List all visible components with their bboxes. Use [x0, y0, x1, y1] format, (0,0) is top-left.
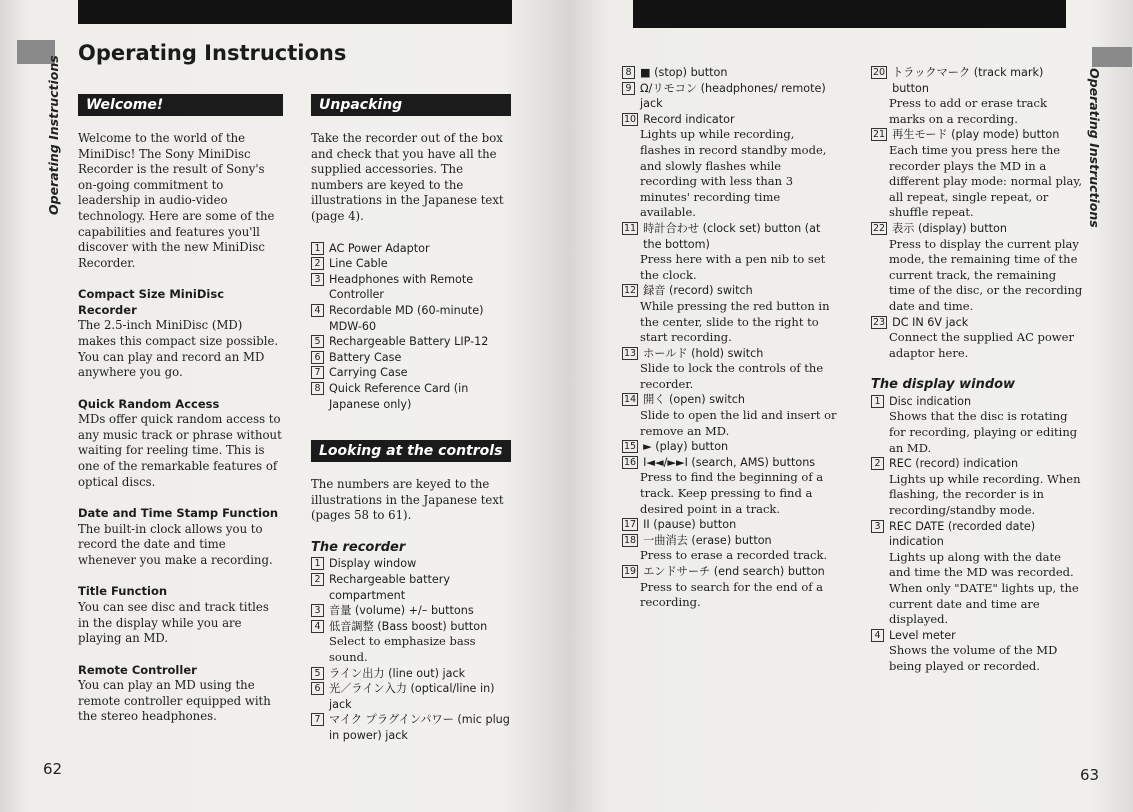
- item-number: 13: [624, 347, 637, 359]
- item-description: Lights up along with the date and time the MD was recorded. When only "DATE" lights up, the current date and time are displayed.: [889, 549, 1079, 627]
- item-number: 19: [624, 566, 637, 577]
- accessory-item: [311, 350, 511, 366]
- item-number: 3: [311, 273, 324, 286]
- control-item: [871, 221, 1083, 237]
- item-description: Lights up while recording, flashes in record standby mode, and slowly flashes while recording with less than 3 minutes' recording time available.: [640, 127, 827, 220]
- item-label: REC DATE (recorded date) indication: [889, 519, 1036, 549]
- item-label: 再生モード (play mode) button: [892, 128, 1060, 142]
- feature-heading: Quick Random Access: [78, 396, 220, 411]
- item-label: Carrying Case: [329, 366, 408, 380]
- item-label: Disc indication: [889, 394, 972, 408]
- item-number: 2: [871, 457, 884, 470]
- feature-section: [78, 287, 283, 380]
- item-number: 6: [311, 351, 324, 364]
- item-description: Lights up while recording. When flashing, the recorder is in recording/standby mode.: [889, 471, 1081, 518]
- item-number: 7: [311, 713, 324, 726]
- item-number: 20: [873, 67, 886, 78]
- page-title: Operating Instructions: [78, 41, 347, 65]
- feature-section: [78, 506, 283, 568]
- item-number: 14: [624, 394, 637, 406]
- item-label: I◄◄/►►I (search, AMS) buttons: [643, 455, 816, 469]
- feature-text: The 2.5-inch MiniDisc (MD) makes this compact size possible. You can play and record an MD anywhere you go.: [78, 318, 279, 380]
- item-number: 2: [311, 573, 324, 586]
- item-label: Rechargeable battery compartment: [329, 573, 450, 602]
- welcome-banner: Welcome!: [78, 94, 283, 116]
- section-tab: [1092, 47, 1132, 67]
- accessory-item: [311, 241, 511, 257]
- item-number: 7: [311, 366, 324, 379]
- right-page: [568, 0, 1133, 812]
- control-item: [622, 112, 837, 128]
- control-item: [311, 572, 511, 603]
- item-label: ライン出力 (line out) jack: [329, 666, 466, 680]
- item-number: 23: [873, 316, 886, 328]
- item-description: Slide to open the lid and insert or remove an MD.: [640, 408, 837, 438]
- welcome-intro: Welcome to the world of the MiniDisc! The Sony MiniDisc Recorder is the result of Sony's on-going commitment to leadership in audio-video technology. Here are some of the capabilities and features you'll discover with the new MiniDisc Recorder.: [78, 131, 275, 270]
- control-item: [311, 556, 511, 572]
- control-item: [871, 65, 1083, 96]
- control-item: [311, 603, 511, 619]
- item-number: 17: [624, 519, 637, 531]
- item-description: Each time you press here the recorder plays the MD in a different play mode: normal play, all repeat, single repeat, or shuffle repeat.: [889, 142, 1083, 220]
- accessory-item: [311, 334, 511, 350]
- control-item: [622, 517, 837, 533]
- display-window-heading: The display window: [871, 377, 1016, 393]
- welcome-column: [78, 94, 283, 725]
- feature-heading: Title Function: [78, 584, 168, 599]
- item-description: While pressing the red button in the center, slide to the right to start recording.: [640, 298, 830, 345]
- item-label: Battery Case: [329, 350, 402, 364]
- item-label: Recordable MD (60-minute) MDW-60: [329, 303, 484, 333]
- item-description: Select to emphasize bass sound.: [329, 634, 476, 665]
- item-number: 1: [311, 557, 324, 570]
- control-item: [622, 564, 837, 580]
- accessory-item: [311, 303, 511, 334]
- unpacking-text: Take the recorder out of the box and check that you have all the supplied accessories. The numbers are keyed to the illustrations in the Japanese text (page 4).: [311, 131, 504, 223]
- control-item: [622, 533, 837, 549]
- item-number: 12: [624, 285, 637, 297]
- control-item: [622, 221, 837, 252]
- item-label: Line Cable: [329, 257, 388, 271]
- item-label: Quick Reference Card (in Japanese only): [329, 381, 469, 411]
- item-description: Press to search for the end of a recording.: [640, 579, 824, 610]
- item-number: 16: [624, 456, 637, 468]
- item-description: Shows that the disc is rotating for recording, playing or editing an MD.: [889, 409, 1078, 455]
- item-number: 2: [311, 257, 324, 270]
- feature-text: MDs offer quick random access to any music track or phrase without waiting for reeling time. This is one of the remarkable features of optical discs.: [78, 412, 282, 489]
- item-label: 光／ライン入力 (optical/line in) jack: [329, 682, 495, 711]
- item-description: Shows the volume of the MD being played or recorded.: [889, 643, 1058, 673]
- item-number: 18: [624, 534, 637, 546]
- display-item: [871, 628, 1083, 644]
- item-number: 4: [871, 629, 884, 642]
- page-number: 62: [43, 760, 63, 778]
- side-label: Operating Instructions: [46, 55, 61, 215]
- recorder-heading: The recorder: [311, 539, 406, 555]
- control-item: [311, 712, 511, 743]
- item-number: 22: [873, 222, 886, 234]
- control-item: [311, 666, 511, 682]
- item-label: Level meter: [889, 628, 956, 642]
- item-number: 3: [871, 520, 884, 533]
- item-description: Press here with a pen nib to set the clock.: [640, 252, 826, 282]
- item-number: 15: [624, 441, 637, 453]
- item-label: ■ (stop) button: [640, 66, 728, 79]
- feature-heading: Date and Time Stamp Function: [78, 506, 279, 521]
- item-label: 表示 (display) button: [892, 221, 1007, 235]
- item-number: 3: [311, 604, 324, 617]
- control-item: [311, 619, 511, 635]
- item-label: Ω/リモコン (headphones/ remote) jack: [640, 81, 826, 111]
- accessory-list: [311, 241, 511, 413]
- item-label: ► (play) button: [643, 440, 729, 454]
- item-label: ホールド (hold) switch: [643, 346, 764, 360]
- unpacking-banner: Unpacking: [311, 94, 511, 116]
- item-number: 21: [873, 129, 886, 141]
- top-bar: [78, 0, 512, 24]
- item-number: 10: [624, 113, 637, 125]
- control-list: [311, 556, 511, 743]
- top-bar: [633, 0, 1066, 28]
- feature-heading: Remote Controller: [78, 662, 197, 677]
- item-label: 一曲消去 (erase) button: [643, 533, 772, 547]
- item-label: II (pause) button: [643, 518, 737, 532]
- accessory-item: [311, 272, 511, 303]
- feature-text: You can see disc and track titles in the display while you are playing an MD.: [78, 599, 269, 646]
- item-label: DC IN 6V jack: [892, 315, 969, 329]
- feature-section: [78, 663, 283, 725]
- item-number: 9: [622, 82, 635, 95]
- unpacking-column: [311, 94, 511, 744]
- side-label: Operating Instructions: [1087, 68, 1102, 228]
- control-item: [622, 392, 837, 408]
- item-description: Slide to lock the controls of the recorder.: [640, 361, 824, 391]
- item-label: 録音 (record) switch: [643, 284, 753, 298]
- control-item: [622, 439, 837, 455]
- item-label: Display window: [329, 557, 417, 571]
- item-number: 11: [624, 222, 637, 234]
- item-label: 開く (open) switch: [643, 393, 745, 407]
- item-number: 5: [311, 667, 324, 680]
- item-number: 6: [311, 682, 324, 695]
- feature-text: You can play an MD using the remote controller equipped with the stereo headphones.: [78, 678, 271, 724]
- control-item: [622, 283, 837, 299]
- controls-column-2: [871, 65, 1083, 675]
- item-number: 1: [871, 395, 884, 408]
- control-item: [871, 315, 1083, 331]
- feature-heading: Compact Size MiniDisc Recorder: [78, 287, 225, 317]
- item-label: AC Power Adaptor: [329, 241, 430, 255]
- item-number: 1: [311, 242, 324, 255]
- item-label: 時計合わせ (clock set) button (at the bottom): [643, 221, 821, 251]
- item-label: Headphones with Remote Controller: [329, 272, 474, 302]
- controls-text: The numbers are keyed to the illustrations in the Japanese text (pages 58 to 61).: [311, 477, 504, 523]
- item-number: 8: [311, 382, 324, 395]
- item-label: トラックマーク (track mark) button: [892, 66, 1044, 95]
- item-label: 音量 (volume) +/– buttons: [329, 604, 474, 618]
- item-number: 5: [311, 335, 324, 348]
- control-item: [622, 455, 837, 471]
- item-label: Record indicator: [643, 112, 735, 126]
- control-item: [622, 81, 837, 112]
- control-item: [622, 346, 837, 362]
- control-item: [311, 681, 511, 712]
- feature-section: [78, 397, 283, 490]
- item-description: Connect the supplied AC power adaptor here.: [889, 330, 1074, 360]
- accessory-item: [311, 365, 511, 381]
- item-number: 4: [311, 620, 324, 633]
- item-label: マイク プラグインパワー (mic plug in power) jack: [329, 713, 510, 742]
- item-description: Press to find the beginning of a track. Keep pressing to find a desired point in a track.: [640, 470, 824, 516]
- item-label: Rechargeable Battery LIP-12: [329, 335, 489, 349]
- controls-banner: Looking at the controls: [311, 440, 511, 462]
- control-item: [871, 127, 1083, 143]
- display-item: [871, 519, 1083, 550]
- display-item: [871, 394, 1083, 410]
- item-label: 低音調整 (Bass boost) button: [329, 619, 488, 633]
- item-label: エンドサーチ (end search) button: [643, 565, 825, 578]
- item-description: Press to display the current play mode, the remaining time of the current track, the remaining time of the disc, or the recording date and time.: [889, 236, 1083, 313]
- controls-column-1: [622, 65, 837, 611]
- item-number: 4: [311, 304, 324, 317]
- accessory-item: [311, 381, 511, 412]
- control-item: [622, 65, 837, 81]
- page-number: 63: [1080, 766, 1100, 784]
- feature-section: [78, 584, 283, 646]
- feature-text: The built-in clock allows you to record the date and time whenever you make a recording.: [78, 521, 273, 567]
- item-number: 8: [622, 66, 635, 79]
- accessory-item: [311, 256, 511, 272]
- item-description: Press to add or erase track marks on a recording.: [889, 96, 1047, 126]
- item-description: Press to erase a recorded track.: [640, 548, 828, 563]
- display-item: [871, 456, 1083, 472]
- item-label: REC (record) indication: [889, 457, 1019, 471]
